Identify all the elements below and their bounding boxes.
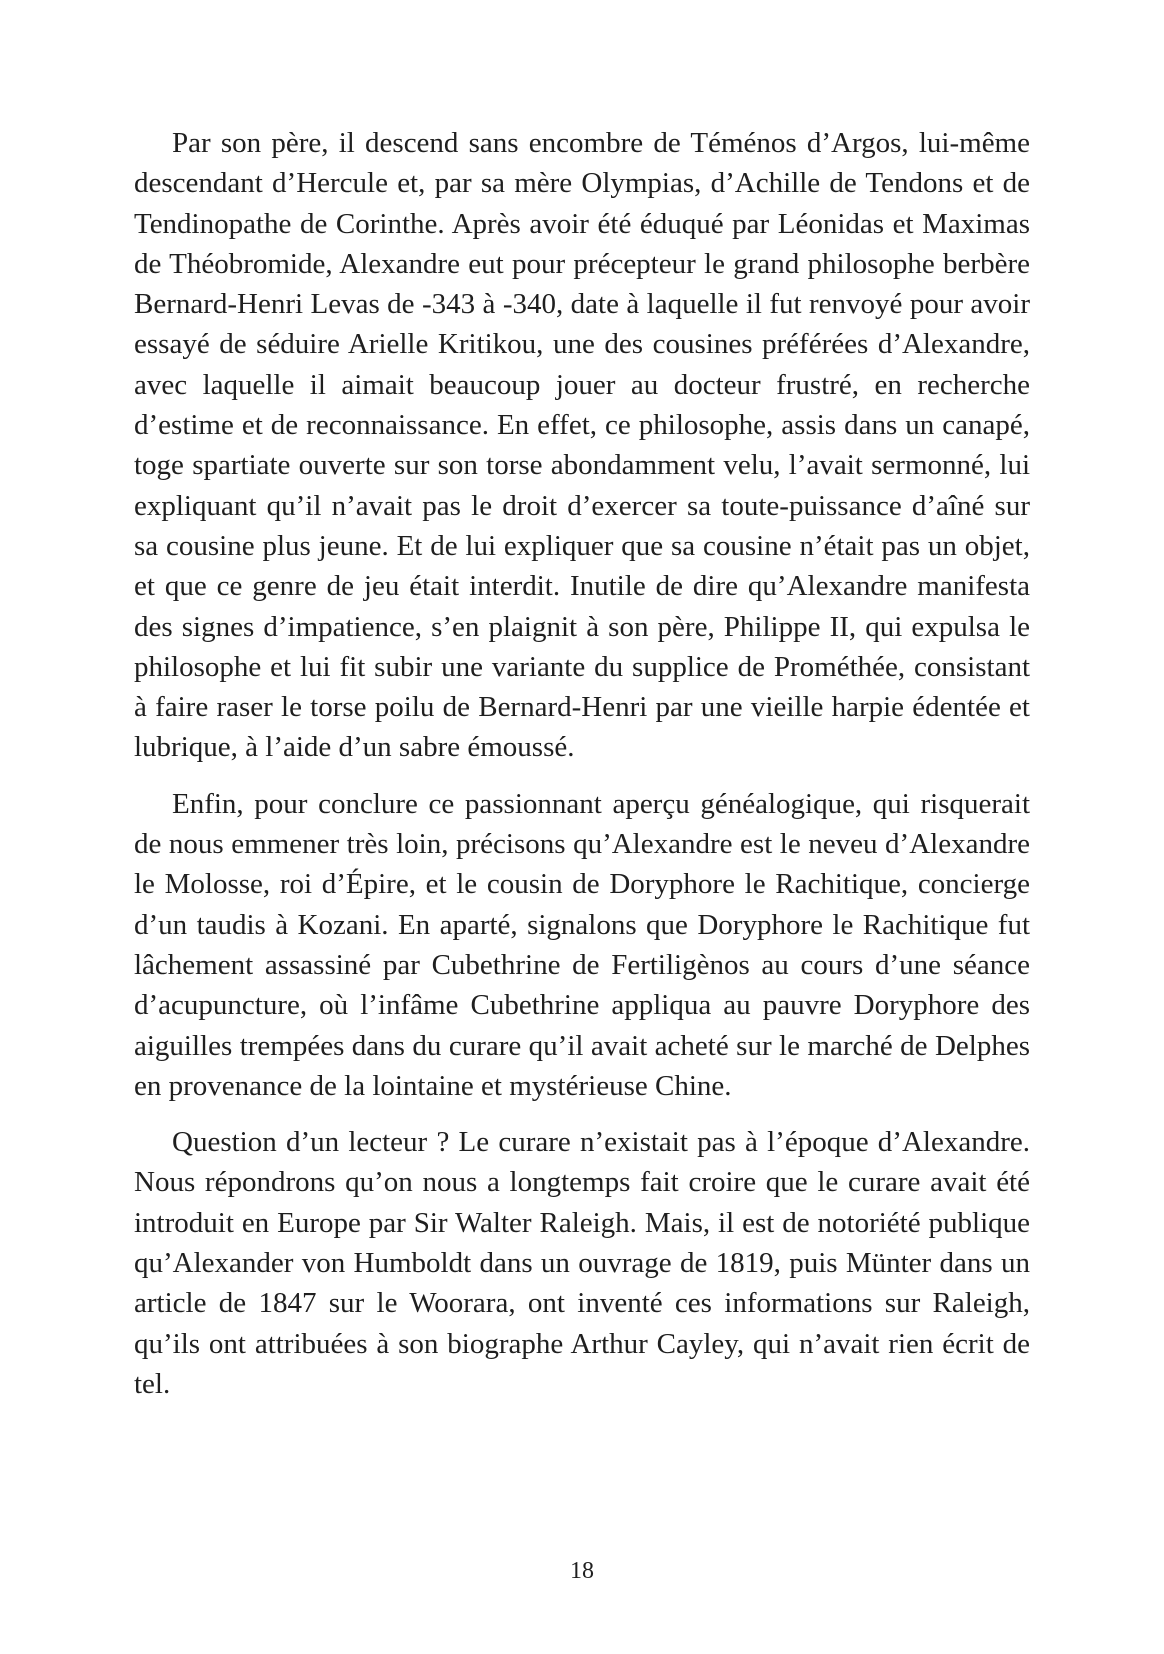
paragraph-genealogy-conclusion: Enfin, pour conclure ce passionnant aperçu généalogique, qui risquerait de nous emmener très loin, précisons qu’Alexandre est le neveu d’Alexandre le Molosse, roi d’Épire, et le cousin de Doryphore le Rachitique, concierge d’un taudis à Kozani. En aparté, signalons que Doryphore le Rachitique fut lâchement assassiné par Cubethrine de Fertiligènos au cours d’une séance d’acupuncture, où l’infâme Cubethrine appliqua au pauvre Doryphore des aiguilles trempées dans du curare qu’il avait acheté sur le marché de Delphes en provenance de la lointaine et mystérieuse Chine. — [134, 787, 1030, 1102]
page-number: 18 — [570, 1558, 594, 1584]
body-text — [134, 123, 1030, 1420]
paragraph-genealogy-tutor: Par son père, il descend sans encombre de Téménos d’Argos, lui-même descendant d’Hercule et, par sa mère Olympias, d’Achille de Tendons et de Tendinopathe de Corinthe. Après avoir été éduqué par Léonidas et Maximas de Théobromide, Alexandre eut pour précepteur le grand philosophe berbère Bernard-Henri Levas de -343 à -340, date à laquelle il fut renvoyé pour avoir essayé de séduire Arielle Kritikou, une des cousines préférées d’Alexandre, avec laquelle il aimait beaucoup jouer au docteur frustré, en recherche d’estime et de reconnaissance. En effet, ce philosophe, assis dans un canapé, toge spartiate ouverte sur son torse abondamment velu, l’avait sermonné, lui expliquant qu’il n’avait pas le droit d’exercer sa toute-puissance d’aîné sur sa cousine plus jeune. Et de lui expliquer que sa cousine n’était pas un objet, et que ce genre de jeu était interdit. Inutile de dire qu’Alexandre manifesta des signes d’impatience, s’en plaignit à son père, Philippe II, qui expulsa le philosophe et lui fit subir une variante du supplice de Prométhée, consistant à faire raser le torse poilu de Bernard-Henri par une vieille harpie édentée et lubrique, à l’aide d’un sabre émoussé. — [134, 127, 1030, 764]
paragraph-reader-question: Question d’un lecteur ? Le curare n’existait pas à l’époque d’Alexandre. Nous répondrons qu’on nous a longtemps fait croire que le curare avait été introduit en Europe par Sir Walter Raleigh. Mais, il est de notoriété publique qu’Alexander von Humboldt dans un ouvrage de 1819, puis Münter dans un article de 1847 sur le Woorara, ont inventé ces informations sur Raleigh, qu’ils ont attribuées à son biographe Arthur Cayley, qui n’avait rien écrit de tel. — [134, 1126, 1030, 1400]
